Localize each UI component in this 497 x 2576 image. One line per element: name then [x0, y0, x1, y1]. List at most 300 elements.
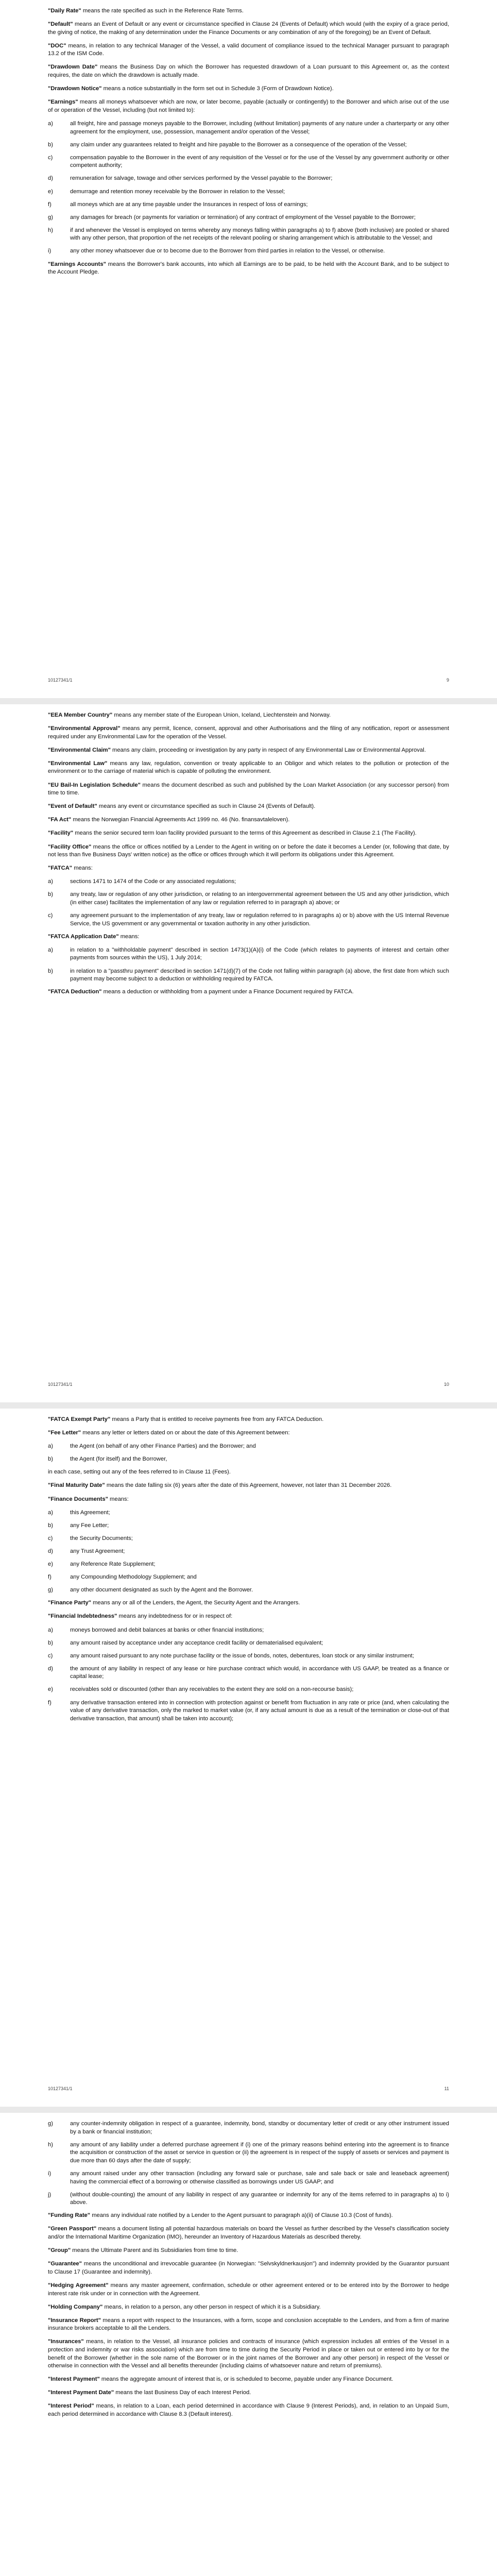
list-item-label: f) — [48, 201, 52, 208]
list-item-text: sections 1471 to 1474 of the Code or any associated regulations; — [70, 878, 236, 885]
list-item-label: g) — [48, 2121, 53, 2127]
defined-term-wrapper — [48, 2403, 94, 2409]
defined-term-wrapper — [48, 865, 72, 871]
list-item-label: e) — [48, 1686, 53, 1693]
definition-paragraph — [48, 2376, 449, 2384]
quote-mark: " — [48, 989, 51, 995]
quote-mark: " — [91, 2403, 94, 2410]
definition-paragraph — [48, 782, 449, 798]
defined-term: Facility — [50, 830, 71, 837]
document-page — [0, 1409, 497, 2107]
defined-term-wrapper — [48, 2304, 102, 2310]
page-number: 11 — [444, 2086, 449, 2091]
quote-mark: " — [48, 725, 51, 732]
list-item-text: any agreement pursuant to the implementation of any treaty, law or regulation referred to in paragraphs a) or b) above with the US Internal Revenue Service, the US government or any governmental or taxation authority in any other jurisdiction. — [70, 912, 449, 927]
defined-term-wrapper — [48, 2247, 71, 2253]
defined-term-wrapper — [48, 2261, 82, 2267]
list-item-text: receivables sold or discounted (other than any receivables to the extent they are sold on a non-recourse basis); — [70, 1686, 354, 1693]
page-content — [48, 1416, 449, 2079]
page-content — [48, 7, 449, 670]
defined-term-wrapper — [48, 712, 112, 718]
defined-term: Insurances — [50, 2338, 81, 2345]
quote-mark: " — [48, 1430, 51, 1436]
list-item — [48, 201, 449, 209]
list-item-text: remuneration for salvage, towage and other services performed by the Vessel payable to the Borrower; — [70, 175, 333, 182]
definition-paragraph — [48, 1613, 449, 1621]
quote-mark: " — [107, 1416, 111, 1422]
document-reference: 10127341/1 — [48, 2086, 73, 2091]
list-item — [48, 214, 449, 222]
definition-text: means the senior secured term loan facility provided pursuant to the terms of this Agreement as described in Clause 2.1 (The Facility). — [73, 830, 417, 837]
definition-text: means any or all of the Lenders, the Agent, the Security Agent and the Arrangers. — [91, 1600, 300, 1606]
defined-term-wrapper — [48, 803, 97, 809]
quote-mark: " — [88, 1600, 91, 1606]
definition-text: means the Ultimate Parent and its Subsidiaries from time to time. — [71, 2247, 238, 2254]
list-item-label: a) — [48, 120, 53, 127]
list-item-text: any treaty, law or regulation of any other jurisdiction, or relating to an intergovernmental agreement between the US and any other jurisdiction, which (in either case) facilitates the implementation of any law or regulation referred to in paragraph a) above; or — [70, 891, 449, 906]
defined-term: FATCA Deduction — [50, 989, 99, 995]
list-item — [48, 912, 449, 928]
defined-term: Daily Rate — [50, 8, 79, 14]
defined-term-wrapper — [48, 43, 66, 49]
list-item-text: any derivative transaction entered into in connection with protection against or benefit from fluctuation in any rate or price (and, when calculating the value of any derivative transaction, only the marked to market value (or, if any actual amount is due as a result of the termination or close-out of that derivative transaction, that amount) shall be taken into account); — [70, 1699, 449, 1722]
definition-text: means a deduction or withholding from a payment under a Finance Document required by FATCA. — [101, 989, 354, 995]
list-item-text: any claim under any guarantees related to freight and hire payable to the Borrower as a consequence of the operation of the Vessel; — [70, 141, 407, 148]
definition-paragraph — [48, 988, 449, 996]
definition-paragraph — [48, 63, 449, 79]
definition-text: means the office or offices notified by a Lender to the Agent in writing on or before the date it becomes a Lender (or, following that date, by not less than five Business Days' written notice) as the office or offices through which it will perform its obligations under this Agreement. — [48, 843, 449, 858]
list-item — [48, 247, 449, 256]
quote-mark: " — [48, 2376, 51, 2383]
definition-text: means a document listing all potential hazardous materials on board the Vessel as further described by the Vessel's classification society and/or the International Maritime Organization (IMO), hereunder an Inventory of Hazardous Materials as described thereby. — [48, 2226, 449, 2241]
quote-mark: " — [78, 1430, 81, 1436]
quote-mark: " — [108, 747, 111, 753]
definition-paragraph — [48, 2247, 449, 2255]
quote-mark: " — [70, 21, 73, 28]
quote-mark: " — [48, 21, 51, 28]
quote-mark: " — [48, 2389, 51, 2396]
list-item — [48, 1699, 449, 1723]
list-item — [48, 120, 449, 136]
definition-text: means: — [118, 933, 140, 940]
quote-mark: " — [98, 2317, 101, 2324]
quote-mark: " — [48, 2317, 51, 2324]
definition-text: means the unconditional and irrevocable guarantee (in Norwegian: "Selvskyldnerkausjon") and indemnity provided by the Guarantor pursuant to Clause 17 (Guarantee and indemnity). — [48, 2261, 449, 2275]
defined-term: Finance Documents — [50, 1496, 106, 1502]
defined-term: Interest Payment — [50, 2376, 97, 2383]
quote-mark: " — [48, 1416, 51, 1422]
definition-paragraph — [48, 2317, 449, 2333]
defined-term-wrapper — [48, 2226, 96, 2232]
quote-mark: " — [48, 2212, 51, 2219]
definition-paragraph — [48, 7, 449, 15]
definition-paragraph — [48, 760, 449, 776]
defined-term: Interest Period — [50, 2403, 92, 2410]
list-item — [48, 2170, 449, 2186]
quote-mark: " — [48, 86, 51, 92]
quote-mark: " — [103, 261, 106, 267]
quote-mark: " — [114, 1613, 117, 1620]
definition-paragraph — [48, 1482, 449, 1490]
quote-mark: " — [88, 843, 92, 850]
quote-mark: " — [48, 817, 51, 823]
list-item — [48, 1665, 449, 1681]
defined-term: Interest Payment Date — [50, 2389, 111, 2396]
definition-text: means any permit, licence, consent, approval and other Authorisations and the filing of any notification, report or assessment required under any Environmental Law for the operation of the Vessel. — [48, 725, 449, 740]
definition-text: means, in relation to a Loan, each period determined in accordance with Clause 9 (Interest Periods), and, in relation to an Unpaid Sum, each period determined in accordance with Clause 8.3 (Default interest). — [48, 2403, 449, 2418]
list-item-text: any amount of any liability under a deferred purchase agreement if (i) one of the primary reasons behind entering into the agreement is to finance the acquisition or construction of the asset or service in question or (ii) the agreement is in respect of the supply of assets or services and payment is due more than 60 days after the date of supply; — [70, 2141, 449, 2164]
defined-term: EEA Member Country — [50, 712, 110, 718]
quote-mark: " — [105, 1496, 108, 1502]
definition-text: means, in relation to a person, any other person in respect of which it is a Subsidiary. — [102, 2303, 321, 2310]
quote-mark: " — [48, 2226, 51, 2232]
definition-text: means any claim, proceeding or investigation by any party in respect of any Environmental Law or Environmental Approval. — [110, 747, 426, 753]
definition-paragraph — [48, 85, 449, 93]
defined-term: Holding Company — [50, 2303, 100, 2310]
list-item-label: a) — [48, 878, 53, 885]
definition-paragraph — [48, 803, 449, 811]
list-item-label: c) — [48, 1535, 53, 1541]
defined-term-wrapper — [48, 8, 81, 14]
quote-mark: " — [93, 2226, 97, 2232]
quote-mark: " — [69, 865, 73, 872]
list-item-text: any other document designated as such by the Agent and the Borrower. — [70, 1587, 253, 1594]
definition-paragraph — [48, 98, 449, 114]
list-item-text: all moneys which are at any time payable under the Insurances in respect of loss of earnings; — [70, 201, 308, 208]
list-item-label: c) — [48, 1652, 53, 1659]
list-item-text: any amount raised pursuant to any note purchase facility or the issue of bonds, notes, debentures, loan stock or any similar instrument; — [70, 1652, 414, 1659]
list-item — [48, 2141, 449, 2165]
definition-paragraph — [48, 816, 449, 824]
list-item — [48, 1561, 449, 1569]
quote-mark: " — [48, 2403, 51, 2410]
defined-term: Fee Letter — [50, 1430, 78, 1436]
list-item — [48, 227, 449, 243]
definition-paragraph — [48, 2389, 449, 2397]
defined-term-wrapper — [48, 844, 91, 850]
list-item-label: g) — [48, 1587, 53, 1594]
list-item-text: any counter-indemnity obligation in respect of a guarantee, indemnity, bond, standby or documentary letter of credit or any other instrument issued by a bank or financial institution; — [70, 2121, 449, 2135]
definition-paragraph — [48, 42, 449, 58]
definition-text: means any individual rate notified by a Lender to the Agent pursuant to paragraph a)(ii) of Clause 10.3 (Cost of funds). — [90, 2212, 393, 2219]
defined-term: Finance Party — [50, 1600, 89, 1606]
quote-mark: " — [48, 2261, 51, 2267]
defined-term: Funding Rate — [50, 2212, 88, 2219]
defined-term-wrapper — [48, 1600, 91, 1606]
definition-paragraph — [48, 2225, 449, 2241]
list-item — [48, 968, 449, 984]
list-item-label: f) — [48, 1699, 52, 1706]
quote-mark: " — [99, 86, 102, 92]
list-item — [48, 1652, 449, 1660]
list-item-label: a) — [48, 1626, 53, 1633]
list-item-label: b) — [48, 891, 53, 898]
defined-term-wrapper — [48, 1430, 81, 1436]
list-item-label: d) — [48, 175, 53, 182]
list-item-label: b) — [48, 968, 53, 974]
quote-mark: " — [48, 843, 51, 850]
quote-mark: " — [48, 261, 51, 267]
list-item-label: f) — [48, 1574, 52, 1581]
definition-paragraph — [48, 725, 449, 741]
defined-term-wrapper — [48, 1613, 117, 1619]
list-item-text: any amount raised by acceptance under any acceptance credit facility or dematerialised equivalent; — [70, 1639, 323, 1646]
definition-paragraph — [48, 747, 449, 755]
list-item — [48, 1686, 449, 1694]
quote-mark: " — [68, 817, 72, 823]
defined-term-wrapper — [48, 830, 73, 836]
quote-mark: " — [48, 1600, 51, 1606]
page-number: 9 — [446, 677, 449, 683]
list-item-text: the Agent (on behalf of any other Finance Parties) and the Borrower; and — [70, 1443, 256, 1450]
quote-mark: " — [116, 933, 119, 940]
list-item-text: any Reference Rate Supplement; — [70, 1561, 156, 1568]
quote-mark: " — [100, 2303, 103, 2310]
list-item — [48, 1626, 449, 1635]
list-item — [48, 141, 449, 149]
defined-term: Hedging Agreement — [50, 2282, 106, 2289]
quote-mark: " — [48, 865, 51, 872]
definition-paragraph — [48, 2402, 449, 2418]
page-footer — [48, 2086, 449, 2093]
list-item-label: b) — [48, 1522, 53, 1529]
definition-text: means the Norwegian Financial Agreements Act 1999 no. 46 (No. finansavtaleloven). — [71, 817, 290, 823]
quote-mark: " — [48, 99, 51, 106]
list-item-label: c) — [48, 154, 53, 161]
list-item-text: any damages for breach (or payments for variation or termination) of any contract of employment of the Vessel payable to the Borrower; — [70, 214, 416, 221]
defined-term-wrapper — [48, 760, 107, 767]
defined-term-wrapper — [48, 64, 97, 70]
defined-term: Final Maturity Date — [50, 1482, 102, 1489]
quote-mark: " — [106, 2282, 109, 2289]
defined-term: Facility Office — [50, 843, 89, 850]
list-item-text: in relation to a "passthru payment" described in section 1471(d)(7) of the Code not falling within paragraph (a) above, the first date from which such payment may become subject to a deduction or withholding required by FATCA. — [70, 968, 449, 982]
list-item-label: a) — [48, 946, 53, 953]
definition-text: means, in relation to any technical Manager of the Vessel, a valid document of compliance issued to the technical Manager pursuant to paragraph 13.2 of the ISM Code. — [48, 42, 449, 57]
quote-mark: " — [48, 782, 51, 788]
quote-mark: " — [48, 2303, 51, 2310]
definition-paragraph — [48, 933, 449, 941]
list-item-label: j) — [48, 2191, 52, 2198]
list-item — [48, 878, 449, 886]
list-item-label: c) — [48, 912, 53, 919]
list-item-label: i) — [48, 2170, 52, 2177]
list-item — [48, 154, 449, 170]
defined-term-wrapper — [48, 86, 101, 92]
definition-text: means any law, regulation, convention or treaty applicable to an Obligor and which relates to the pollution or protection of the environment or to the carriage of material which is capable of polluting the environment. — [48, 760, 449, 775]
quote-mark: " — [87, 2212, 91, 2219]
definition-text: means an Event of Default or any event or circumstance specified in Clause 24 (Events of Default) which would (with the expiry of a grace period, the giving of notice, the making of any determination under the Finance Documents or any combination of any of the foregoing) be an Event of Default. — [48, 21, 449, 36]
list-item-text: (without double-counting) the amount of any liability in respect of any guarantee or indemnity for any of the items referred to in paragraphs a) to i) above. — [70, 2191, 449, 2206]
definition-text: means all moneys whatsoever which are now, or later become, payable (actually or contingently) to the Borrower and which arise out of the use of or operation of the Vessel, including (but not limited to): — [48, 99, 449, 113]
list-item — [48, 2191, 449, 2207]
defined-term-wrapper — [48, 725, 121, 732]
defined-term: FATCA Exempt Party — [50, 1416, 108, 1422]
defined-term: Drawdown Notice — [50, 86, 99, 92]
defined-term-wrapper — [48, 747, 111, 753]
list-item-text: in relation to a "withholdable payment" described in section 1473(1)(A)(i) of the Code (which relates to payments of interest and certain other payments from sources within the US), 1 July 2014; — [70, 946, 449, 961]
defined-term: FATCA Application Date — [50, 933, 116, 940]
quote-mark: " — [48, 8, 51, 14]
defined-term: Drawdown Date — [50, 64, 95, 71]
quote-mark: " — [109, 712, 113, 718]
defined-term: DOC — [50, 42, 64, 49]
definition-text: means the Borrower's bank accounts, into which all Earnings are to be paid, to be held with the Account Bank, and to be subject to the Account Pledge. — [48, 261, 449, 276]
definition-paragraph — [48, 21, 449, 37]
definition-text: means any master agreement, confirmation, schedule or other agreement entered or to be entered into by the Borrower to hedge interest rate risk under or in connection with the Agreement. — [48, 2282, 449, 2297]
page-content — [48, 711, 449, 1375]
list-item — [48, 2120, 449, 2136]
list-item-text: if and whenever the Vessel is employed on terms whereby any moneys falling within paragraphs a) to f) above (both inclusive) are pooled or shared with any other person, that proportion of the net receipts of the relevant pooling or sharing arrangement which is attributable to the Vessel; and — [70, 227, 449, 242]
definition-text: means any indebtedness for or in respect of: — [117, 1613, 233, 1620]
quote-mark: " — [138, 782, 141, 788]
quote-mark: " — [48, 1496, 51, 1502]
list-item — [48, 891, 449, 907]
definition-paragraph — [48, 2282, 449, 2298]
list-item-text: any Compounding Methodology Supplement; and — [70, 1574, 197, 1581]
defined-term-wrapper — [48, 782, 141, 788]
definition-paragraph — [48, 843, 449, 859]
list-item — [48, 1639, 449, 1648]
list-item — [48, 1509, 449, 1517]
defined-term-wrapper — [48, 2338, 84, 2345]
quote-mark: " — [48, 830, 51, 837]
list-item-text: the Security Documents; — [70, 1535, 133, 1541]
quote-mark: " — [48, 2282, 51, 2289]
defined-term: Insurance Report — [50, 2317, 98, 2324]
page-footer — [48, 1382, 449, 1389]
defined-term: Financial Indebtedness — [50, 1613, 115, 1620]
list-item-label: g) — [48, 214, 53, 221]
defined-term: FATCA — [50, 865, 70, 872]
document-page — [0, 2113, 497, 2576]
list-item-label: b) — [48, 141, 53, 148]
document-page — [0, 704, 497, 1402]
page-number: 10 — [443, 1382, 449, 1387]
definition-text: means a Party that is entitled to receive payments free from any FATCA Deduction. — [110, 1416, 324, 1422]
quote-mark: " — [117, 725, 121, 732]
definition-paragraph — [48, 2338, 449, 2370]
defined-term-wrapper — [48, 2389, 114, 2396]
definition-text: means the aggregate amount of interest that is, or is scheduled to become, payable under any Finance Document. — [99, 2376, 393, 2383]
definition-paragraph — [48, 1429, 449, 1437]
defined-term: Default — [50, 21, 71, 28]
quote-mark: " — [48, 803, 51, 810]
defined-term: Environmental Law — [50, 760, 105, 767]
defined-term: Environmental Claim — [50, 747, 108, 753]
quote-mark: " — [63, 42, 66, 49]
list-item-text: the Agent (for itself) and the Borrower, — [70, 1456, 167, 1463]
definition-text: means the last Business Day of each Interest Period. — [114, 2389, 251, 2396]
defined-term-wrapper — [48, 21, 73, 27]
quote-mark: " — [79, 2261, 82, 2267]
defined-term-wrapper — [48, 2317, 101, 2324]
defined-term-wrapper — [48, 1496, 108, 1502]
quote-mark: " — [104, 760, 108, 767]
definition-paragraph — [48, 1599, 449, 1607]
definition-text: means the Business Day on which the Borrower has requested drawdown of a Loan pursuant to this Agreement or, as the context requires, the date on which the drawdown is actually made. — [48, 64, 449, 79]
list-item-text: any amount raised under any other transaction (including any forward sale or purchase, sale and sale back or sale and leaseback agreement) having the commercial effect of a borrowing or otherwise classified as borrowings under US GAAP; and — [70, 2170, 449, 2185]
list-item-text: any Trust Agreement; — [70, 1548, 125, 1554]
quote-mark: " — [75, 99, 78, 106]
list-item — [48, 175, 449, 183]
quote-mark: " — [48, 64, 51, 71]
quote-mark: " — [48, 747, 51, 753]
definition-text: means the date falling six (6) years after the date of this Agreement, however, not later than 31 December 2026. — [105, 1482, 392, 1489]
defined-term-wrapper — [48, 261, 106, 267]
definition-paragraph — [48, 829, 449, 838]
definition-paragraph — [48, 261, 449, 277]
definition-paragraph — [48, 2260, 449, 2276]
list-item-label: h) — [48, 2141, 53, 2148]
defined-term-wrapper — [48, 1482, 105, 1488]
definition-text: means, in relation to the Vessel, all insurance policies and contracts of insurance (which expression includes all entries of the Vessel in a protection and indemnity or war risks association) which are from time to time during the Security Period in place or taken out or entered into by or for the benefit of the Borrower (whether in the sole name of the Borrower or in the joint names of the Borrower and any other person) in respect of the Vessel or otherwise in connection with the Vessel and all benefits thereunder (including claims of whatsoever nature and return of premiums). — [48, 2338, 449, 2369]
quote-mark: " — [94, 64, 98, 71]
quote-mark: " — [48, 712, 51, 718]
definition-text: means: — [108, 1496, 129, 1502]
defined-term-wrapper — [48, 2282, 109, 2289]
list-item — [48, 1535, 449, 1543]
quote-mark: " — [78, 8, 81, 14]
quote-mark: " — [48, 1482, 51, 1489]
defined-term-wrapper — [48, 99, 78, 105]
quote-mark: " — [67, 2247, 71, 2254]
list-item — [48, 1586, 449, 1595]
list-item — [48, 1573, 449, 1582]
defined-term-wrapper — [48, 934, 119, 940]
definition-paragraph — [48, 2212, 449, 2220]
defined-term-wrapper — [48, 2376, 100, 2382]
list-item-text: compensation payable to the Borrower in the event of any requisition of the Vessel or for the use of the Vessel by any government authority or other competent authority; — [70, 154, 449, 169]
list-item — [48, 1455, 449, 1464]
defined-term-wrapper — [48, 817, 71, 823]
definition-text: means any event or circumstance specified as such in Clause 24 (Events of Default). — [97, 803, 316, 810]
list-item-text: any Fee Letter; — [70, 1522, 109, 1529]
defined-term: FA Act — [50, 817, 68, 823]
defined-term-wrapper — [48, 2212, 90, 2218]
quote-mark: " — [48, 2247, 51, 2254]
body-paragraph: in each case, setting out any of the fees referred to in Clause 11 (Fees). — [48, 1469, 231, 1476]
defined-term: Group — [50, 2247, 68, 2254]
list-item — [48, 1548, 449, 1556]
list-item-label: i) — [48, 248, 52, 255]
list-item-label: a) — [48, 1509, 53, 1516]
definition-text: means a report with respect to the Insurances, with a form, scope and conclusion acceptable to the Lenders, and from a firm of marine insurance brokers acceptable to all the Lenders. — [48, 2317, 449, 2332]
list-item-text: all freight, hire and passage moneys payable to the Borrower, including (without limitation) payments of any nature under a charterparty or any other agreement for the employment, use, possession, management and/or operation of the Vessel; — [70, 120, 449, 135]
list-item-label: h) — [48, 227, 53, 233]
quote-mark: " — [99, 989, 102, 995]
list-item-text: the amount of any liability in respect of any lease or hire purchase contract which would, in accordance with US GAAP, be treated as a finance or capital lease; — [70, 1665, 449, 1680]
list-item-text: this Agreement; — [70, 1509, 110, 1516]
quote-mark: " — [94, 803, 97, 810]
list-item — [48, 1443, 449, 1451]
definition-text: means any letter or letters dated on or about the date of this Agreement between: — [81, 1430, 290, 1436]
document-reference: 10127341/1 — [48, 677, 73, 683]
defined-term: Event of Default — [50, 803, 95, 810]
quote-mark: " — [81, 2338, 84, 2345]
definition-paragraph — [48, 1416, 449, 1424]
quote-mark: " — [48, 760, 51, 767]
definition-text: means the rate specified as such in the Reference Rate Terms. — [81, 8, 244, 14]
defined-term: EU Bail-In Legislation Schedule — [50, 782, 138, 788]
defined-term-wrapper — [48, 1416, 110, 1422]
definition-paragraph — [48, 1496, 449, 1504]
list-item-label: e) — [48, 188, 53, 195]
definition-text: means: — [72, 865, 93, 872]
list-item-text: moneys borrowed and debit balances at banks or other financial institutions; — [70, 1626, 264, 1633]
defined-term: Green Passport — [50, 2226, 94, 2232]
list-item — [48, 946, 449, 962]
